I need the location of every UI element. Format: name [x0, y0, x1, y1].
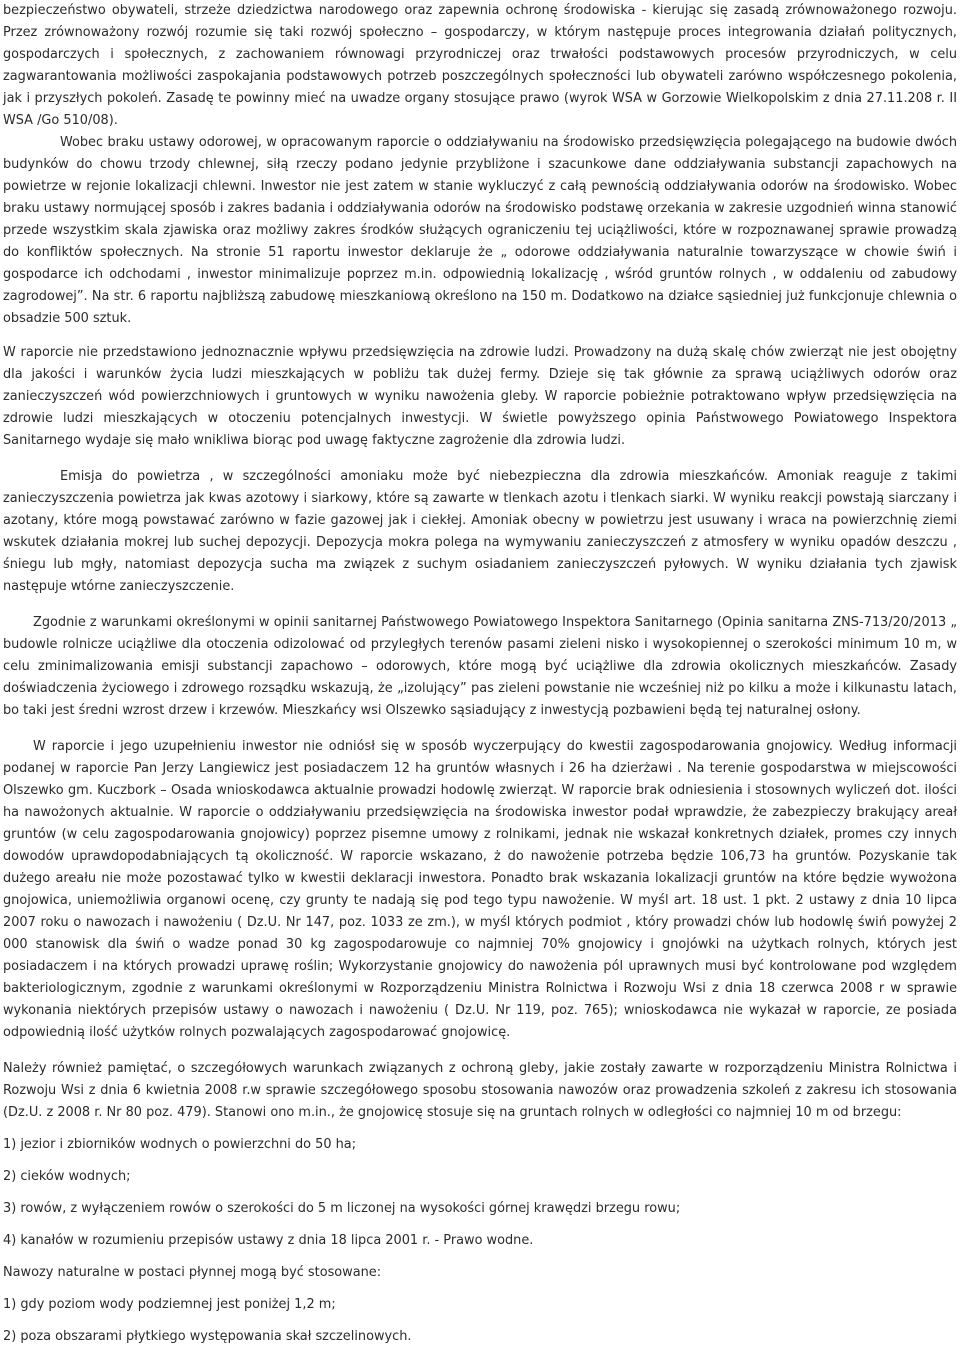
paragraph-gnojowica: W raporcie i jego uzupełnieniu inwestor nie odniósł się w sposób wyczerpujący do kwestii zagospodarowania gnojowicy. Według informacji podanej w raporcie Pan Jerzy Langiewicz jest posiadaczem 12 ha gruntów własnych i 26 ha dzierżawi . Na terenie gospodarstwa w miejscowości Olszewko gm. Kuczbork – Osada wnioskodawca aktualnie prowadzi hodowlę zwierząt. W raporcie brak odniesienia i stosownych wyliczeń dot. ilości ha nawożonych aktualnie. W raporcie o oddziaływaniu przedsięwzięcia na środowiska inwestor podał wprawdzie, że zabezpieczy brakujący areał gruntów (w celu zagospodarowania gnojowicy) poprzez pisemne umowy z rolnikami, jednak nie wskazał konkretnych działek, promes czy innych dowodów uprawdopodabniających tą okoliczność. W raporcie wskazano, ż do nawożenie potrzeba będzie 106,73 ha gruntów. Pozyskanie tak dużego areału nie może pozostawać tylko w kwestii deklaracji inwestora. Ponadto brak wskazania lokalizacji gruntów na które będzie wywożona gnojowica, uniemożliwia organowi ocenę, czy grunty te nadają się pod tego typu nawożenie. W myśl art. 18 ust. 1 pkt. 2 ustawy z dnia 10 lipca 2007 roku o nawozach i nawożeniu ( Dz.U. Nr 147, poz. 1033 ze zm.), w myśl których podmiot , który prowadzi chów lub hodowlę świń powyżej 2 000 stanowisk dla świń o wadze ponad 30 kg zagospodarowuje co najmniej 70% gnojowicy i gnojówki na użytkach rolnych, których jest posiadaczem i na których prowadzi uprawę roślin; Wykorzystanie gnojowicy do nawożenia pól uprawnych musi być kontrolowane pod względem bakteriologicznym, zgodnie z warunkami określonymi w Rozporządzeniu Ministra Rolnictwa i Rozwoju Wsi z dnia 18 czerwca 2008 r w sprawie wykonania niektórych przepisów ustawy o nawozach i nawożeniu ( Dz.U. Nr 119, poz. 765); wnioskodawca nie wykazał w raporcie, ze posiada odpowiednią ilość użytków rolnych pozwalających zagospodarować gnojowicę. [3, 739, 957, 1040]
paragraph-ochrona-gleby: Należy również pamiętać, o szczegółowych warunkach związanych z ochroną gleby, jakie zostały zawarte w rozporządzeniu Ministra Rolnictwa i Rozwoju Wsi z dnia 6 kwietnia 2008 r.w sprawie szczegółowego sposobu stosowania nawozów oraz prowadzenia szkoleń z zakresu ich stosowania (Dz.U. z 2008 r. Nr 80 poz. 479). Stanowi ono m.in., że gnojowicę stosuje się na gruntach rolnych w odległości co najmniej 10 m od brzegu: [3, 1061, 957, 1120]
document-page [3, 0, 957, 1348]
paragraph-ustawa-odorowa: Wobec braku ustawy odorowej, w opracowanym raporcie o oddziaływaniu na środowisko przedsięwzięcia polegającego na budowie dwóch budynków do chowu trzody chlewnej, siłą rzeczy podano jedynie przybliżone i szacunkowe dane oddziaływania substancji zapachowych na powietrze w rejonie lokalizacji chlewni. Inwestor nie jest zatem w stanie wykluczyć z całą pewnością oddziaływania odorów na środowisko. Wobec braku ustawy normującej sposób i zakres badania i oddziaływania odorów na środowisko podstawę orzekania w zakresie uzgodnień winna stanowić przede wszystkim skala zjawiska oraz możliwy zakres środków służących ograniczeniu tej uciążliwości, które w rozpoznawanej sprawie prowadzą do konfliktów społecznych. Na stronie 51 raportu inwestor deklaruje że „ odorowe oddziaływania naturalnie towarzyszące w chowie świń i gospodarce ich odchodami , inwestor minimalizuje poprzez m.in. odpowiednią lokalizację , wśród gruntów rolnych , w oddaleniu od zabudowy zagrodowej”. Na str. 6 raportu najbliższą zabudowę mieszkaniową określono na 150 m. Dodatkowo na działce sąsiedniej już funkcjonuje chlewnia o obsadzie 500 sztuk. [3, 135, 957, 326]
list-item: 4) kanałów w rozumieniu przepisów ustawy z dnia 18 lipca 2001 r. - Prawo wodne. [3, 1233, 534, 1248]
closing-paragraph: Nawozy naturalne w postaci płynnej mogą być stosowane: [3, 1265, 382, 1280]
list-item: 2) cieków wodnych; [3, 1169, 131, 1184]
paragraph-zdrowie-ludzi: W raporcie nie przedstawiono jednoznacznie wpływu przedsięwzięcia na zdrowie ludzi. Prowadzony na dużą skalę chów zwierząt nie jest obojętny dla jakości i warunków życia ludzi mieszkających w pobliżu tak dużej fermy. Dzieje się tak głównie za sprawą uciążliwych odorów oraz zanieczyszczeń wód powierzchniowych i gruntowych w wyniku nawożenia gleby. W raporcie pobieżnie potraktowano wpływ przedsięwzięcia na zdrowie ludzi mieszkających w otoczeniu potencjalnych inwestycji. W świetle powyższego opinia Państwowego Powiatowego Inspektora Sanitarnego wydaje się mało wnikliwa biorąc pod uwagę faktyczne zagrożenie dla zdrowia ludzi. [3, 345, 957, 448]
list-item: 1) gdy poziom wody podziemnej jest poniżej 1,2 m; [3, 1297, 336, 1312]
list-item: 3) rowów, z wyłączeniem rowów o szerokości do 5 m liczonej na wysokości górnej krawędzi brzegu rowu; [3, 1201, 681, 1216]
list-item: 1) jezior i zbiorników wodnych o powierzchni do 50 ha; [3, 1137, 357, 1152]
paragraph-emisja-amoniaku: Emisja do powietrza , w szczególności amoniaku może być niebezpieczna dla zdrowia mieszkańców. Amoniak reaguje z takimi zanieczyszczenia powietrza jak kwas azotowy i siarkowy, które są zawarte w tlenkach azotu i tlenkach siarki. W wyniku reakcji powstają siarczany i azotany, które mogą powstawać zarówno w fazie gazowej jak i ciekłej. Amoniak obecny w powietrzu jest usuwany i wraca na powierzchnię ziemi wskutek działania mokrej lub suchej depozycji. Depozycja mokra polega na wymywaniu zanieczyszczeń z atmosfery w wyniku opadów deszczu , śniegu lub mgły, natomiast depozycja sucha ma związek z suchym osiadaniem zanieczyszczeń pyłowych. W wyniku działania tych zjawisk następuje wtórne zanieczyszczenie. [3, 469, 957, 594]
paragraph-zrownowazony-rozwoj: bezpieczeństwo obywateli, strzeże dziedzictwa narodowego oraz zapewnia ochronę środowiska - kierując się zasadą zrównoważonego rozwoju. Przez zrównoważony rozwój rozumie się taki rozwój społeczno – gospodarczy, w którym następuje proces integrowania działań politycznych, gospodarczych i społecznych, z zachowaniem równowagi przyrodniczej oraz trwałości podstawowych procesów przyrodniczych, w celu zagwarantowania możliwości zaspokajania podstawowych potrzeb poszczególnych społeczności lub obywateli zarówno współczesnego pokolenia, jak i przyszłych pokoleń. Zasadę te powinny mieć na uwadze organy stosujące prawo (wyrok WSA w Gorzowie Wielkopolskim z dnia 27.11.208 r. II WSA /Go 510/08). [3, 3, 957, 128]
list-item: 2) poza obszarami płytkiego występowania skał szczelinowych. [3, 1329, 412, 1344]
paragraph-opinia-sanitarna: Zgodnie z warunkami określonymi w opinii sanitarnej Państwowego Powiatowego Inspektora Sanitarnego (Opinia sanitarna ZNS-713/20/2013 „ budowle rolnicze uciążliwe dla otoczenia odizolować od przyległych terenów pasami zieleni nisko i wysokopiennej o szerokości minimum 10 m, w celu zminimalizowania emisji substancji zapachowo – odorowych, które mogą być uciążliwe dla zdrowia okolicznych mieszkańców. Zasady doświadczenia życiowego i zdrowego rozsądku wskazują, że „izolujący” pas zieleni powstanie nie wcześniej niż po kilku a może i kilkunastu latach, bo taki jest średni wzrost drzew i krzewów. Mieszkańcy wsi Olszewko sąsiadujący z inwestycją pozbawieni będą tej naturalnej osłony. [3, 615, 957, 718]
